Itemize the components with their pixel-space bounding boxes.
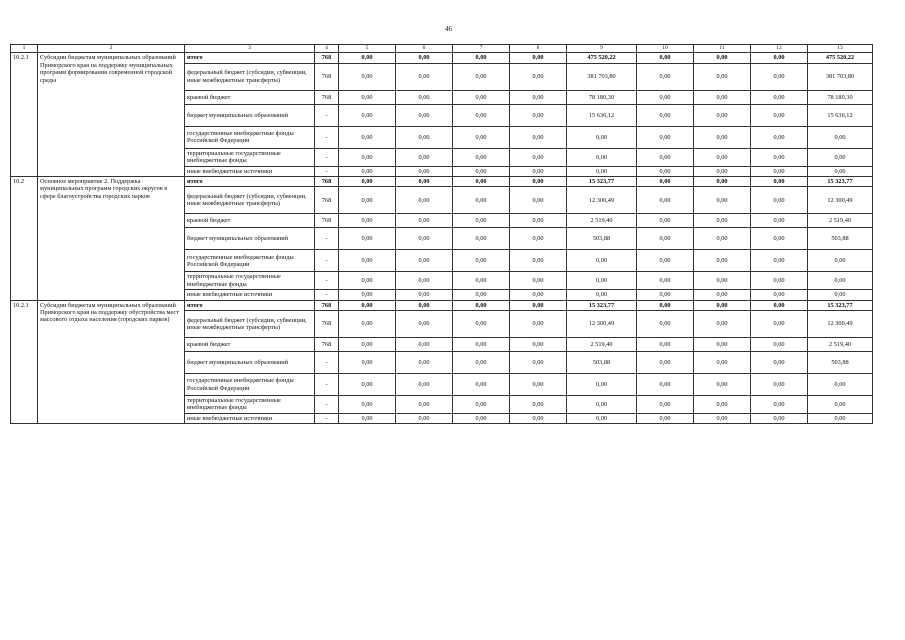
admin-code: -: [315, 290, 339, 300]
amount-cell: 12 300,49: [567, 187, 637, 214]
amount-cell: 0,00: [637, 126, 694, 148]
amount-cell: 0,00: [694, 166, 751, 176]
amount-cell: 0,00: [751, 53, 808, 63]
amount-cell: 0,00: [396, 272, 453, 290]
amount-cell: 503,88: [567, 352, 637, 374]
amount-cell: 0,00: [637, 352, 694, 374]
amount-cell: 0,00: [751, 90, 808, 104]
amount-cell: 2 519,40: [567, 214, 637, 228]
admin-code: 768: [315, 214, 339, 228]
amount-cell: 0,00: [637, 311, 694, 338]
amount-cell: 2 519,40: [808, 214, 873, 228]
admin-code: -: [315, 413, 339, 423]
amount-cell: 0,00: [637, 228, 694, 250]
amount-cell: 0,00: [751, 63, 808, 90]
amount-cell: 0,00: [453, 63, 510, 90]
amount-cell: 0,00: [339, 352, 396, 374]
amount-cell: 0,00: [808, 272, 873, 290]
amount-cell: 503,88: [808, 352, 873, 374]
amount-cell: 0,00: [567, 290, 637, 300]
amount-cell: 0,00: [637, 374, 694, 396]
amount-cell: 2 519,40: [808, 338, 873, 352]
amount-cell: 475 520,22: [567, 53, 637, 63]
amount-cell: 0,00: [694, 396, 751, 414]
amount-cell: 0,00: [751, 311, 808, 338]
amount-cell: 381 703,80: [567, 63, 637, 90]
amount-cell: 0,00: [751, 413, 808, 423]
amount-cell: 0,00: [510, 311, 567, 338]
amount-cell: 0,00: [637, 272, 694, 290]
amount-cell: 0,00: [453, 177, 510, 187]
admin-code: -: [315, 374, 339, 396]
amount-cell: 0,00: [510, 228, 567, 250]
amount-cell: 0,00: [567, 272, 637, 290]
funding-source: федеральный бюджет (субсидии, субвенции, иные межбюджетные трансферты): [185, 187, 315, 214]
admin-code: -: [315, 272, 339, 290]
amount-cell: 78 180,30: [567, 90, 637, 104]
admin-code: -: [315, 148, 339, 166]
admin-code: -: [315, 250, 339, 272]
amount-cell: 0,00: [694, 413, 751, 423]
amount-cell: 0,00: [637, 338, 694, 352]
amount-cell: 0,00: [396, 311, 453, 338]
amount-cell: 0,00: [637, 90, 694, 104]
funding-source: федеральный бюджет (субсидии, субвенции, иные межбюджетные трансферты): [185, 63, 315, 90]
amount-cell: 0,00: [637, 53, 694, 63]
funding-source: территориальные государственные внебюджетные фонды: [185, 396, 315, 414]
amount-cell: 0,00: [453, 104, 510, 126]
amount-cell: 0,00: [637, 300, 694, 310]
item-name: Основное мероприятие 2. Поддержка муниципальных программ городских округов в сфере благоустройства городских парков: [38, 177, 185, 301]
amount-cell: 0,00: [694, 214, 751, 228]
amount-cell: 0,00: [694, 228, 751, 250]
amount-cell: 503,88: [567, 228, 637, 250]
amount-cell: 475 520,22: [808, 53, 873, 63]
amount-cell: 0,00: [694, 300, 751, 310]
amount-cell: 381 703,80: [808, 63, 873, 90]
funding-source: итого: [185, 300, 315, 310]
amount-cell: 0,00: [396, 104, 453, 126]
funding-source: краевой бюджет: [185, 90, 315, 104]
funding-source: территориальные государственные внебюджетные фонды: [185, 148, 315, 166]
amount-cell: 0,00: [637, 413, 694, 423]
column-number-header: 7: [453, 45, 510, 53]
amount-cell: 0,00: [637, 166, 694, 176]
amount-cell: 0,00: [453, 214, 510, 228]
amount-cell: 78 180,30: [808, 90, 873, 104]
admin-code: -: [315, 126, 339, 148]
amount-cell: 0,00: [808, 126, 873, 148]
amount-cell: 0,00: [510, 90, 567, 104]
amount-cell: 0,00: [567, 250, 637, 272]
amount-cell: 0,00: [396, 338, 453, 352]
amount-cell: 0,00: [751, 352, 808, 374]
funding-source: федеральный бюджет (субсидии, субвенции, иные межбюджетные трансферты): [185, 311, 315, 338]
admin-code: 768: [315, 53, 339, 63]
amount-cell: 0,00: [751, 250, 808, 272]
amount-cell: 0,00: [453, 413, 510, 423]
amount-cell: 0,00: [453, 148, 510, 166]
budget-table: [10, 44, 873, 424]
table-row: [11, 177, 873, 187]
amount-cell: 0,00: [751, 290, 808, 300]
amount-cell: 15 323,77: [808, 300, 873, 310]
amount-cell: 0,00: [396, 126, 453, 148]
amount-cell: 0,00: [567, 166, 637, 176]
amount-cell: 15 323,77: [567, 177, 637, 187]
amount-cell: 0,00: [339, 228, 396, 250]
column-number-header: 4: [315, 45, 339, 53]
funding-source: иные внебюджетные источники: [185, 166, 315, 176]
amount-cell: 0,00: [453, 90, 510, 104]
admin-code: -: [315, 166, 339, 176]
amount-cell: 0,00: [396, 187, 453, 214]
amount-cell: 0,00: [808, 374, 873, 396]
column-number-header: 2: [38, 45, 185, 53]
amount-cell: 0,00: [510, 187, 567, 214]
amount-cell: 0,00: [453, 53, 510, 63]
amount-cell: 0,00: [808, 250, 873, 272]
amount-cell: 0,00: [453, 396, 510, 414]
amount-cell: 0,00: [339, 272, 396, 290]
amount-cell: 0,00: [751, 374, 808, 396]
amount-cell: 0,00: [694, 90, 751, 104]
amount-cell: 0,00: [637, 177, 694, 187]
amount-cell: 0,00: [694, 338, 751, 352]
funding-source: государственные внебюджетные фонды Российской Федерации: [185, 250, 315, 272]
amount-cell: 0,00: [396, 63, 453, 90]
amount-cell: 0,00: [510, 148, 567, 166]
amount-cell: 0,00: [510, 250, 567, 272]
amount-cell: 12 300,49: [808, 311, 873, 338]
amount-cell: 0,00: [510, 214, 567, 228]
amount-cell: 0,00: [637, 396, 694, 414]
amount-cell: 0,00: [694, 352, 751, 374]
amount-cell: 0,00: [808, 166, 873, 176]
amount-cell: 0,00: [339, 374, 396, 396]
amount-cell: 0,00: [694, 63, 751, 90]
item-code: 10.2: [11, 177, 38, 301]
amount-cell: 0,00: [567, 413, 637, 423]
amount-cell: 0,00: [751, 148, 808, 166]
column-number-header: 11: [694, 45, 751, 53]
amount-cell: 0,00: [339, 311, 396, 338]
amount-cell: 0,00: [453, 290, 510, 300]
amount-cell: 0,00: [637, 250, 694, 272]
funding-source: бюджет муниципальных образований: [185, 352, 315, 374]
amount-cell: 15 636,12: [567, 104, 637, 126]
amount-cell: 0,00: [453, 300, 510, 310]
amount-cell: 0,00: [510, 177, 567, 187]
amount-cell: 0,00: [339, 396, 396, 414]
amount-cell: 0,00: [453, 250, 510, 272]
amount-cell: 0,00: [396, 300, 453, 310]
amount-cell: 0,00: [637, 63, 694, 90]
amount-cell: 0,00: [453, 272, 510, 290]
amount-cell: 0,00: [453, 352, 510, 374]
amount-cell: 0,00: [396, 148, 453, 166]
amount-cell: 0,00: [694, 53, 751, 63]
admin-code: 768: [315, 177, 339, 187]
amount-cell: 0,00: [339, 214, 396, 228]
amount-cell: 0,00: [567, 374, 637, 396]
amount-cell: 0,00: [396, 352, 453, 374]
amount-cell: 12 300,49: [567, 311, 637, 338]
funding-source: государственные внебюджетные фонды Российской Федерации: [185, 126, 315, 148]
amount-cell: 0,00: [339, 187, 396, 214]
item-code: 10.2.1: [11, 300, 38, 424]
funding-source: территориальные государственные внебюджетные фонды: [185, 272, 315, 290]
admin-code: -: [315, 396, 339, 414]
amount-cell: 0,00: [751, 272, 808, 290]
amount-cell: 0,00: [339, 126, 396, 148]
amount-cell: 0,00: [510, 53, 567, 63]
amount-cell: 0,00: [751, 214, 808, 228]
amount-cell: 0,00: [396, 413, 453, 423]
amount-cell: 0,00: [396, 177, 453, 187]
amount-cell: 0,00: [453, 311, 510, 338]
amount-cell: 0,00: [339, 166, 396, 176]
funding-source: краевой бюджет: [185, 214, 315, 228]
amount-cell: 0,00: [453, 166, 510, 176]
amount-cell: 0,00: [396, 374, 453, 396]
amount-cell: 0,00: [510, 126, 567, 148]
amount-cell: 503,88: [808, 228, 873, 250]
funding-source: иные внебюджетные источники: [185, 290, 315, 300]
amount-cell: 15 323,77: [808, 177, 873, 187]
amount-cell: 0,00: [808, 396, 873, 414]
amount-cell: 0,00: [396, 53, 453, 63]
funding-source: итого: [185, 177, 315, 187]
amount-cell: 0,00: [510, 63, 567, 90]
amount-cell: 0,00: [694, 177, 751, 187]
amount-cell: 0,00: [567, 126, 637, 148]
page-number: 46: [445, 25, 452, 33]
column-number-header: 5: [339, 45, 396, 53]
amount-cell: 0,00: [637, 104, 694, 126]
table-row: [11, 53, 873, 63]
amount-cell: 0,00: [751, 187, 808, 214]
column-number-header: 10: [637, 45, 694, 53]
amount-cell: 0,00: [637, 214, 694, 228]
amount-cell: 0,00: [396, 250, 453, 272]
amount-cell: 0,00: [453, 126, 510, 148]
amount-cell: 15 636,12: [808, 104, 873, 126]
admin-code: 768: [315, 300, 339, 310]
admin-code: 768: [315, 63, 339, 90]
amount-cell: 0,00: [339, 177, 396, 187]
amount-cell: 0,00: [694, 290, 751, 300]
amount-cell: 0,00: [694, 311, 751, 338]
amount-cell: 0,00: [694, 187, 751, 214]
admin-code: 768: [315, 90, 339, 104]
amount-cell: 0,00: [453, 187, 510, 214]
funding-source: итого: [185, 53, 315, 63]
amount-cell: 0,00: [339, 148, 396, 166]
amount-cell: 0,00: [637, 187, 694, 214]
amount-cell: 0,00: [396, 290, 453, 300]
amount-cell: 0,00: [808, 148, 873, 166]
amount-cell: 0,00: [808, 413, 873, 423]
amount-cell: 0,00: [396, 228, 453, 250]
amount-cell: 0,00: [694, 126, 751, 148]
column-number-header: 12: [751, 45, 808, 53]
amount-cell: 0,00: [510, 272, 567, 290]
amount-cell: 0,00: [339, 338, 396, 352]
column-number-header: 9: [567, 45, 637, 53]
column-number-header: 8: [510, 45, 567, 53]
funding-source: бюджет муниципальных образований: [185, 228, 315, 250]
amount-cell: 0,00: [510, 396, 567, 414]
amount-cell: 0,00: [510, 374, 567, 396]
column-number-header: 6: [396, 45, 453, 53]
admin-code: 768: [315, 187, 339, 214]
amount-cell: 0,00: [510, 352, 567, 374]
amount-cell: 0,00: [339, 53, 396, 63]
column-number-row: [11, 45, 873, 53]
amount-cell: 0,00: [339, 63, 396, 90]
admin-code: 768: [315, 311, 339, 338]
amount-cell: 0,00: [510, 413, 567, 423]
amount-cell: 0,00: [396, 214, 453, 228]
amount-cell: 0,00: [637, 148, 694, 166]
amount-cell: 0,00: [751, 177, 808, 187]
item-name: Субсидии бюджетам муниципальных образований Приморского края на поддержку муниципальных программ формирования современной городской среды: [38, 53, 185, 177]
amount-cell: 0,00: [751, 166, 808, 176]
amount-cell: 15 323,77: [567, 300, 637, 310]
amount-cell: 0,00: [339, 90, 396, 104]
amount-cell: 0,00: [510, 104, 567, 126]
amount-cell: 0,00: [751, 338, 808, 352]
amount-cell: 0,00: [694, 374, 751, 396]
amount-cell: 0,00: [396, 90, 453, 104]
column-number-header: 13: [808, 45, 873, 53]
funding-source: краевой бюджет: [185, 338, 315, 352]
table-row: [11, 300, 873, 310]
amount-cell: 0,00: [339, 250, 396, 272]
funding-source: бюджет муниципальных образований: [185, 104, 315, 126]
amount-cell: 0,00: [694, 104, 751, 126]
amount-cell: 0,00: [808, 290, 873, 300]
amount-cell: 0,00: [453, 374, 510, 396]
funding-source: государственные внебюджетные фонды Российской Федерации: [185, 374, 315, 396]
amount-cell: 0,00: [396, 396, 453, 414]
amount-cell: 0,00: [396, 166, 453, 176]
amount-cell: 0,00: [510, 338, 567, 352]
amount-cell: 0,00: [751, 300, 808, 310]
column-number-header: 3: [185, 45, 315, 53]
amount-cell: 0,00: [510, 290, 567, 300]
amount-cell: 0,00: [694, 250, 751, 272]
amount-cell: 0,00: [453, 338, 510, 352]
amount-cell: 0,00: [339, 104, 396, 126]
amount-cell: 0,00: [510, 300, 567, 310]
amount-cell: 0,00: [637, 290, 694, 300]
amount-cell: 0,00: [567, 148, 637, 166]
table-body: [11, 53, 873, 424]
amount-cell: 0,00: [751, 126, 808, 148]
amount-cell: 0,00: [751, 396, 808, 414]
admin-code: -: [315, 352, 339, 374]
amount-cell: 0,00: [339, 300, 396, 310]
item-name: Субсидии бюджетам муниципальных образований Приморского края на поддержку обустройства мест массового отдыха населения (городских парков): [38, 300, 185, 424]
amount-cell: 0,00: [339, 413, 396, 423]
amount-cell: 0,00: [510, 166, 567, 176]
admin-code: -: [315, 228, 339, 250]
amount-cell: 12 300,49: [808, 187, 873, 214]
funding-source: иные внебюджетные источники: [185, 413, 315, 423]
amount-cell: 0,00: [694, 272, 751, 290]
item-code: 10.2.1: [11, 53, 38, 177]
amount-cell: 0,00: [751, 228, 808, 250]
admin-code: -: [315, 104, 339, 126]
amount-cell: 0,00: [453, 228, 510, 250]
column-number-header: 1: [11, 45, 38, 53]
amount-cell: 0,00: [567, 396, 637, 414]
admin-code: 768: [315, 338, 339, 352]
amount-cell: 0,00: [339, 290, 396, 300]
amount-cell: 0,00: [694, 148, 751, 166]
amount-cell: 2 519,40: [567, 338, 637, 352]
amount-cell: 0,00: [751, 104, 808, 126]
